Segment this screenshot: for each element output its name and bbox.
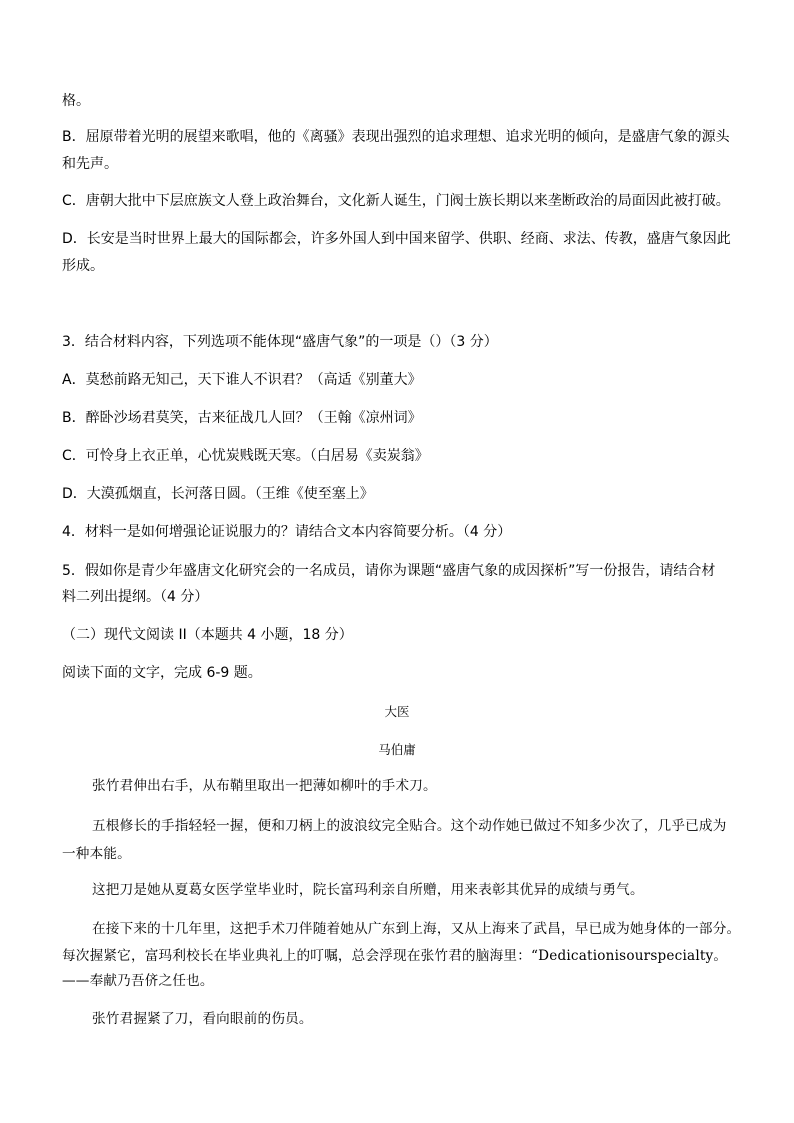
q3-stem: 3．结合材料内容，下列选项不能体现“盛唐气象”的一项是（）（3 分） [62, 334, 498, 350]
q2-option-b-line-2: 和先声。 [62, 156, 118, 172]
q3-option-d: D．大漠孤烟直，长河落日圆。（王维《使至塞上》 [62, 486, 374, 502]
story-paragraph-2-line-1: 五根修长的手指轻轻一握，便和刀柄上的波浪纹完全贴合。这个动作她已做过不知多少次了，几乎已成为 [92, 818, 727, 834]
q2-option-d-line-2: 形成。 [62, 258, 104, 274]
story-title: 大医 [384, 704, 410, 719]
q4-question: 4．材料一是如何增强论证说服力的？请结合文本内容简要分析。（4 分） [62, 524, 512, 540]
story-paragraph-4-line-2: 每次握紧它，富玛利校长在毕业典礼上的叮嘱，总会浮现在张竹君的脑海里：“Dedicationisourspecialty。 [62, 948, 728, 964]
q2-option-d-line-1: D．长安是当时世界上最大的国际都会，许多外国人到中国来留学、供职、经商、求法、传教，盛唐气象因此 [62, 231, 731, 247]
q2-option-c: C．唐朝大批中下层庶族文人登上政治舞台，文化新人诞生，门阀士族长期以来垄断政治的局面因此被打破。 [62, 193, 730, 209]
story-paragraph-2-line-2: 一种本能。 [62, 846, 131, 862]
q3-option-a: A．莫愁前路无知己，天下谁人不识君？（高适《别董大》 [62, 372, 422, 388]
q3-option-c: C．可怜身上衣正单，心忧炭贱既天寒。（白居易《卖炭翁》 [62, 448, 429, 464]
q2-option-b-line-1: B．屈原带着光明的展望来歌唱，他的《离骚》表现出强烈的追求理想、追求光明的倾向，是盛唐气象的源头 [62, 129, 730, 145]
story-paragraph-1: 张竹君伸出右手，从布鞘里取出一把薄如柳叶的手术刀。 [92, 778, 437, 794]
story-paragraph-4-line-1: 在接下来的十几年里，这把手术刀伴随着她从广东到上海，又从上海来了武昌，早已成为她身体的一部分。 [92, 921, 741, 937]
q5-line-1: 5．假如你是青少年盛唐文化研究会的一名成员，请你为课题“盛唐气象的成因探析”写一份报告，请结合材 [62, 563, 716, 579]
story-paragraph-3: 这把刀是她从夏葛女医学堂毕业时，院长富玛利亲自所赠，用来表彰其优异的成绩与勇气。 [92, 882, 644, 898]
section-heading: （二）现代文阅读 II（本题共 4 小题，18 分） [62, 627, 353, 643]
story-paragraph-4-line-3: ——奉献乃吾侪之任也。 [62, 973, 214, 989]
q5-line-2: 料二列出提纲。（4 分） [62, 589, 209, 605]
reading-instruction: 阅读下面的文字，完成 6-9 题。 [62, 665, 262, 681]
q3-option-b: B．醉卧沙场君莫笑，古来征战几人回？（王翰《凉州词》 [62, 410, 422, 426]
story-author: 马伯庸 [378, 742, 416, 757]
story-paragraph-5: 张竹君握紧了刀，看向眼前的伤员。 [92, 1011, 313, 1027]
prev-option-tail: 格。 [62, 93, 90, 109]
